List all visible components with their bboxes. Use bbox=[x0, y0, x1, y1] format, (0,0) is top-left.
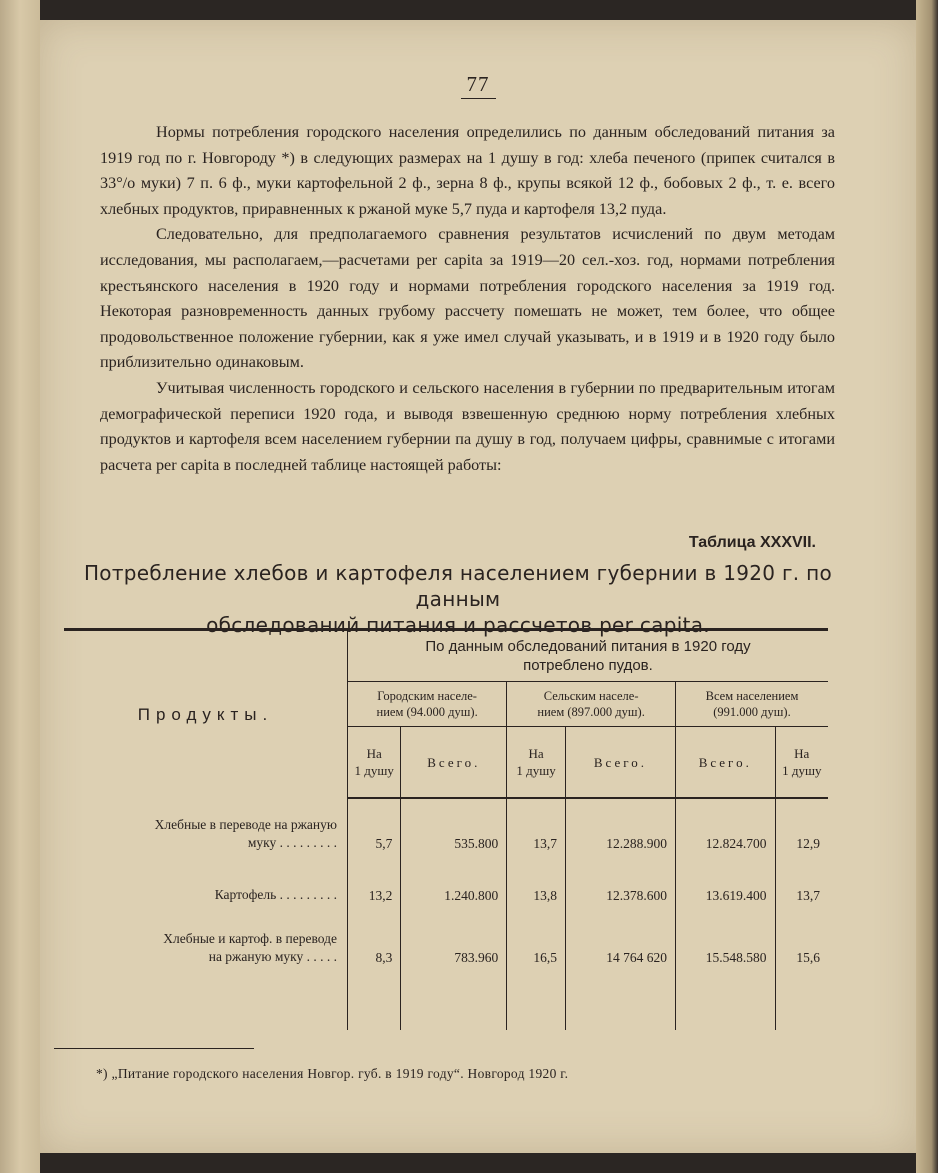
table-number: Таблица XXXVII. bbox=[688, 534, 816, 551]
table-row bbox=[64, 916, 828, 990]
urban-per-capita-cell: 5,7 bbox=[347, 798, 400, 864]
rural-per-capita-line-2: 1 душу bbox=[516, 763, 556, 778]
all-total-cell: 15.548.580 bbox=[675, 916, 775, 990]
all-per-capita-cell: 15,6 bbox=[796, 950, 820, 965]
paragraph-3: Учитывая численность городского и сельского населения в губернии по предварительным итогам демографической переписи 1920 года, и выводя взвешенную среднюю норму потребления хлебных продуктов и картофеля всем населением губернии па душу в год, получаем цифры, сравнимые с итогами расчета per capita в последней таблице настоящей работы: bbox=[100, 378, 835, 474]
previous-page-edge bbox=[0, 0, 40, 1173]
all-total-cell: 13.619.400 bbox=[675, 864, 775, 916]
all-per-capita-cell: 13,7 bbox=[796, 888, 820, 903]
table-title bbox=[58, 560, 858, 638]
table-title-line-1: Потребление хлебов и картофеля населением губернии в 1920 г. по данным bbox=[83, 561, 833, 611]
urban-per-capita-line-1: На bbox=[366, 746, 382, 761]
rural-total-cell: 12.288.900 bbox=[565, 798, 675, 864]
urban-per-capita-cell: 8,3 bbox=[347, 916, 400, 990]
document-page bbox=[40, 20, 916, 1153]
all-per-capita-header bbox=[775, 727, 828, 799]
product-cell bbox=[64, 864, 347, 916]
product-cell bbox=[64, 916, 347, 990]
all-per-capita-cell: 12,9 bbox=[796, 836, 820, 851]
consumption-table bbox=[64, 628, 828, 1030]
all-per-capita-line-2: 1 душу bbox=[782, 763, 822, 778]
product-line-1: Хлебные в переводе на ржаную bbox=[154, 817, 337, 832]
rural-per-capita-cell: 13,7 bbox=[507, 798, 566, 864]
all-per-capita-line-1: На bbox=[794, 746, 810, 761]
urban-group-header bbox=[347, 682, 506, 727]
table-row bbox=[64, 864, 828, 916]
rural-total-label: Всего. bbox=[593, 754, 648, 770]
urban-group-line-1: Городским населе- bbox=[377, 689, 477, 703]
rural-per-capita-cell: 16,5 bbox=[507, 916, 566, 990]
all-group-line-2: (991.000 душ). bbox=[713, 705, 791, 719]
paragraph-2: Следовательно, для предполагаемого сравнения результатов исчислений по двум методам исследования, мы располагаем,—расчетами per capita за 1919—20 сел.-хоз. год, нормами потребления крестьянского населения в 1920 году и нормами потребления городского населения за 1919 год. Некоторая разновременность данных грубому рассчету помешать не может, тем более, что общее продовольственное положение губернии, как я уже имел случай указывать, и в 1919 и в 1920 году было приблизительно одинаковым. bbox=[100, 225, 835, 372]
spacer-cell bbox=[401, 990, 507, 1030]
table-row bbox=[64, 798, 828, 864]
footnote-divider bbox=[54, 1048, 254, 1049]
spacer-cell bbox=[775, 990, 828, 1030]
rural-per-capita-header bbox=[507, 727, 566, 799]
product-line-1: Хлебные и картоф. в переводе bbox=[163, 931, 337, 946]
rural-group-header bbox=[507, 682, 676, 727]
spacer-cell bbox=[507, 990, 566, 1030]
rural-group-line-2: нием (897.000 душ). bbox=[537, 705, 645, 719]
spacer-cell bbox=[64, 990, 347, 1030]
urban-total-label: Всего. bbox=[427, 754, 481, 770]
product-line-2: на ржаную муку . . . . . bbox=[208, 949, 337, 964]
main-header-line-2: потреблено пудов. bbox=[523, 657, 653, 674]
urban-per-capita-header bbox=[347, 727, 400, 799]
urban-group-line-2: нием (94.000 душ). bbox=[376, 705, 478, 719]
all-group-header bbox=[675, 682, 828, 727]
product-cell bbox=[64, 798, 347, 864]
all-total-label: Всего. bbox=[698, 754, 752, 770]
main-header bbox=[347, 630, 828, 682]
product-line-2: Картофель . . . . . . . . . bbox=[214, 887, 337, 902]
rural-group-line-1: Сельским населе- bbox=[543, 689, 639, 703]
products-header: Продукты. bbox=[64, 630, 347, 799]
urban-total-cell: 535.800 bbox=[401, 798, 507, 864]
rural-total-cell: 14 764 620 bbox=[565, 916, 675, 990]
footnote: *) „Питание городского населения Новгор. губ. в 1919 году“. Новгород 1920 г. bbox=[96, 1066, 569, 1081]
book-fore-edge bbox=[916, 0, 938, 1173]
rural-total-header bbox=[565, 727, 675, 799]
spacer-cell bbox=[347, 990, 400, 1030]
spacer-cell bbox=[675, 990, 775, 1030]
page-number: 77 bbox=[40, 72, 916, 97]
urban-total-header bbox=[401, 727, 507, 799]
rural-per-capita-line-1: На bbox=[528, 746, 544, 761]
urban-per-capita-cell: 13,2 bbox=[347, 864, 400, 916]
body-text bbox=[100, 120, 835, 478]
spacer-cell bbox=[565, 990, 675, 1030]
all-group-line-1: Всем населением bbox=[705, 689, 799, 703]
all-total-header bbox=[675, 727, 775, 799]
main-header-line-1: По данным обследований питания в 1920 году bbox=[425, 638, 751, 655]
product-line-2: муку . . . . . . . . . bbox=[247, 835, 337, 850]
rural-total-cell: 12.378.600 bbox=[565, 864, 675, 916]
rural-per-capita-cell: 13,8 bbox=[507, 864, 566, 916]
all-total-cell: 12.824.700 bbox=[675, 798, 775, 864]
urban-total-cell: 783.960 bbox=[401, 916, 507, 990]
table-spacer-row bbox=[64, 990, 828, 1030]
urban-total-cell: 1.240.800 bbox=[401, 864, 507, 916]
urban-per-capita-line-2: 1 душу bbox=[354, 763, 394, 778]
table-title-line-2: обследований питания и рассчетов per capita. bbox=[206, 613, 710, 637]
paragraph-1: Нормы потребления городского населения определились по данным обследований питания за 1919 год по г. Новгороду *) в следующих размерах на 1 душу в год: хлеба печеного (припек считался в 33°/о муки) 7 п. 6 ф., муки картофельной 2 ф., зерна 8 ф., крупы всякой 12 ф., бобовых 2 ф., т. е. всего хлебных продуктов, приравненных к ржаной муке 5,7 пуда и картофеля 13,2 пуда. bbox=[100, 123, 835, 218]
